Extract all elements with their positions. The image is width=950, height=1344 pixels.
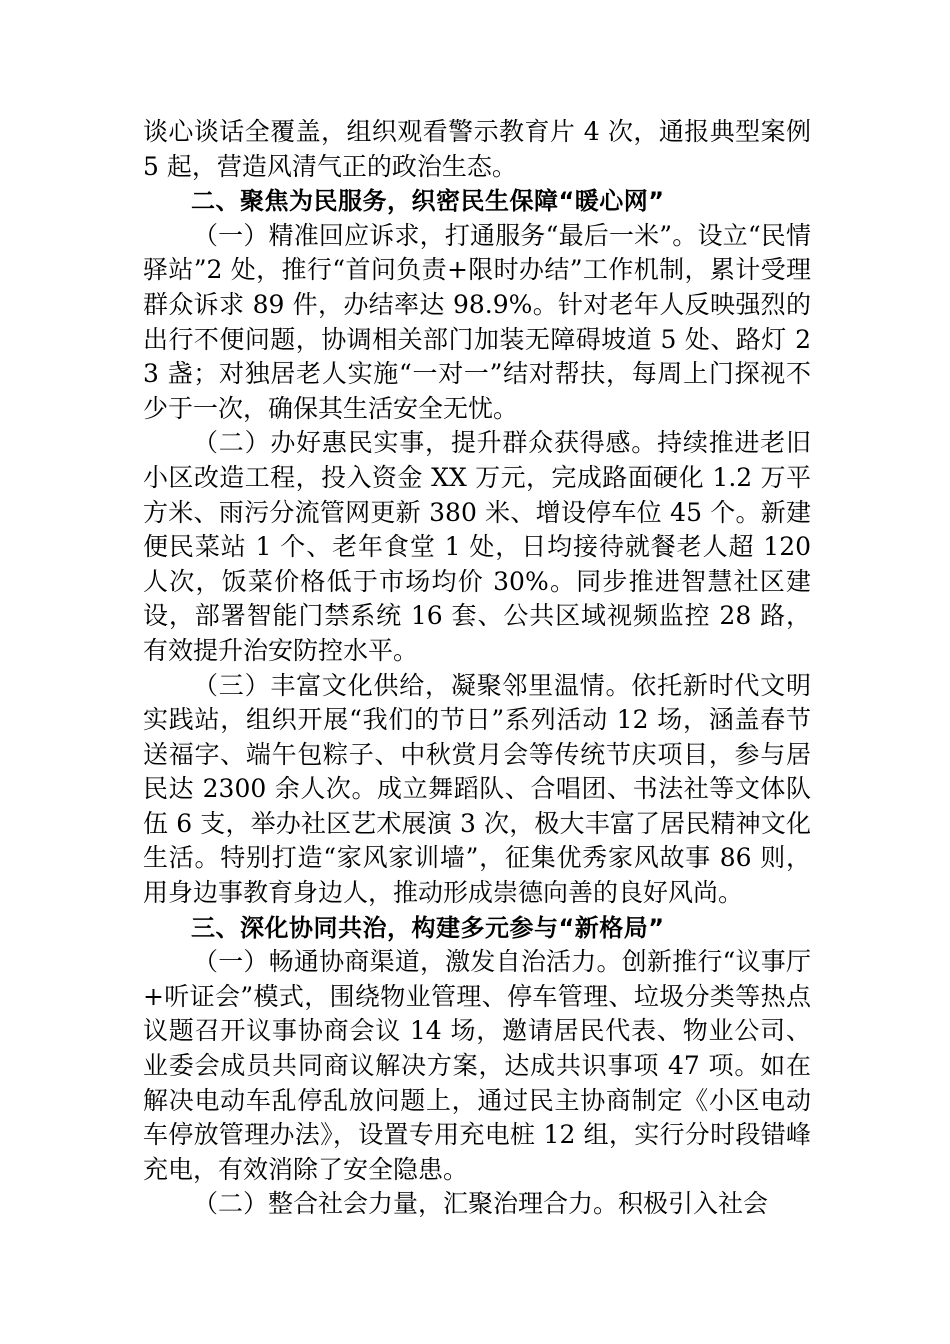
body-paragraph-2-1: （一）精准回应诉求，打通服务“最后一米”。设立“民情驿站”2 处，推行“首问负责+限时办结”工作机制，累计受理群众诉求 89 件，办结率达 98.9%。针对老年人反映强烈的出行不便问题，协调相关部门加装无障碍坡道 5 处、路灯 23 盏；对独居老人实施“一对一”结对帮扶，每周上门探视不少于一次，确保其生活安全无忧。 [143, 220, 811, 423]
body-paragraph-2-3: （三）丰富文化供给，凝聚邻里温情。依托新时代文明实践站，组织开展“我们的节日”系列活动 12 场，涵盖春节送福字、端午包粽子、中秋赏月会等传统节庆项目，参与居民达 2300 余人次。成立舞蹈队、合唱团、书法社等文体队伍 6 支，举办社区艺术展演 3 次，极大丰富了居民精神文化生活。特别打造“家风家训墙”，征集优秀家风故事 86 则，用身边事教育身边人，推动形成崇德向善的良好风尚。 [143, 670, 811, 908]
body-paragraph-3-1: （一）畅通协商渠道，激发自治活力。创新推行“议事厅+听证会”模式，围绕物业管理、停车管理、垃圾分类等热点议题召开议事协商会议 14 场，邀请居民代表、物业公司、业委会成员共同商议解决方案，达成共识事项 47 项。如在解决电动车乱停乱放问题上，通过民主协商制定《小区电动车停放管理办法》，设置专用充电桩 12 组，实行分时段错峰充电，有效消除了安全隐患。 [143, 947, 811, 1184]
body-paragraph-2-2: （二）办好惠民实事，提升群众获得感。持续推进老旧小区改造工程，投入资金 XX 万元，完成路面硬化 1.2 万平方米、雨污分流管网更新 380 米、增设停车位 45 个。新建便民菜站 1 个、老年食堂 1 处，日均接待就餐老人超 120 人次，饭菜价格低于市场均价 30%。同步推进智慧社区建设，部署智能门禁系统 16 套、公共区域视频监控 28 路，有效提升治安防控水平。 [143, 428, 811, 665]
section-heading-2: 二、聚焦为民服务，织密民生保障“暖心网” [191, 187, 665, 216]
section-heading-3: 三、深化协同共治，构建多元参与“新格局” [191, 913, 665, 942]
document-page [143, 115, 811, 1222]
body-paragraph-3-2: （二）整合社会力量，汇聚治理合力。积极引入社会 [193, 1189, 769, 1219]
body-paragraph-1: 谈心谈话全覆盖，组织观看警示教育片 4 次，通报典型案例 5 起，营造风清气正的政治生态。 [143, 117, 811, 181]
